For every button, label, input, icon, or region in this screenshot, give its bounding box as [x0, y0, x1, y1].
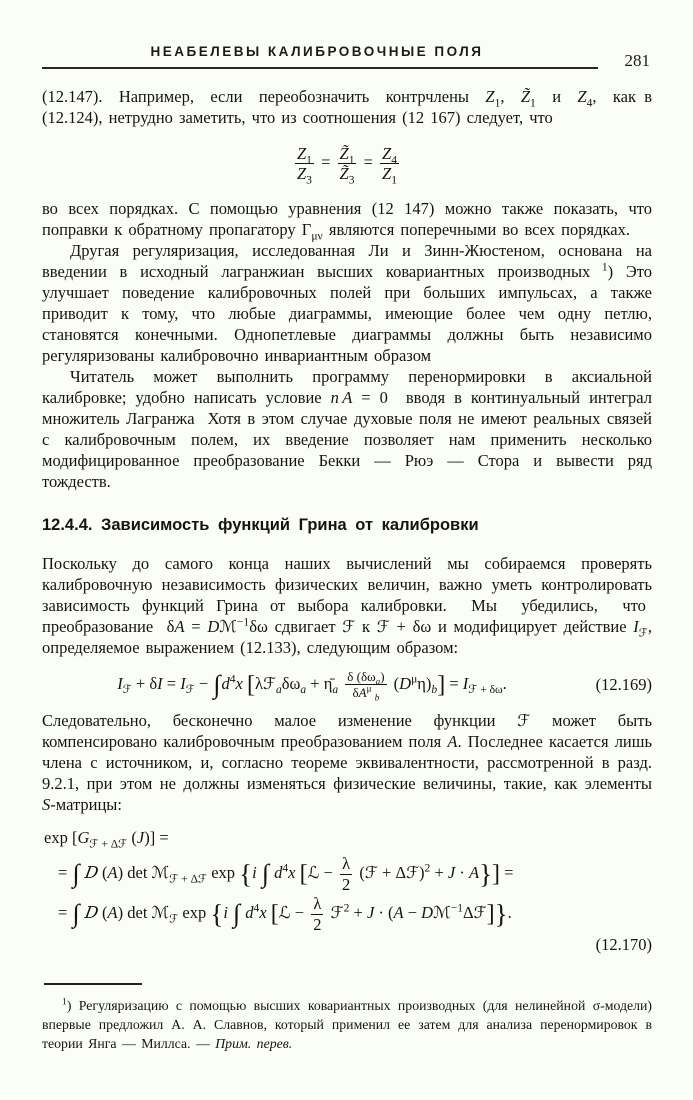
running-head [42, 42, 652, 72]
equation-12-170-number: (12.170) [595, 934, 652, 954]
paragraph-green-functions: Поскольку до самого конца наших вычислений мы собираемся проверять калибровочную независимость физических величин, важно уметь контролировать зависимость функций Грина от выбора калибровки. Мы убедились, что преобразование δA = Dℳ$^{-1}$δω сдвигает ℱ к ℱ + δω и модифицирует действие $I_ℱ$, определяемое выражением (12.133), следующим образом: [42, 553, 652, 657]
equation-12-170-line2: = ∫ D (A) det ℳ$_{ℱ + \Delta ℱ}$ exp {i ∫ $d^4x$ [ℒ − $\frac{\lambda}{2}$ (ℱ + Δℱ)$^2$ + J · A}] = [58, 854, 514, 894]
running-head-title: НЕАБЕЛЕВЫ КАЛИБРОВОЧНЫЕ ПОЛЯ [150, 44, 484, 59]
equation-12-169-number: (12.169) [595, 674, 652, 694]
equation-z-ratios: $\frac{Z_1}{Z_3}$ = $\frac{Z̃_1}{Z̃_3}$ = $\frac{Z_4}{Z_1}$ [296, 144, 398, 187]
equation-12-170-line1: $\exp [G_{ℱ + \Delta ℱ}$ (J)] = [44, 827, 169, 851]
equation-12-169-row [42, 668, 652, 703]
page-content [42, 42, 652, 1053]
paragraph-regularization: Другая регуляризация, исследованная Ли и Зинн-Жюстеном, основана на введении в исходный лагранжиан высших ковариантных производных $^1$) Это улучшает поведение калибровочных полей при больших импульсах, а также приводит к тому, что любые диаграммы, имеющие более чем одну петлю, становятся конечными. Однопетлевые диаграммы должны быть независимо регуляризованы калибровочно инвариантным образом [42, 240, 652, 365]
page-number: 281 [624, 51, 650, 70]
equation-12-170 [42, 823, 652, 957]
equation-12-170-line3: = ∫ D (A) det ℳ$_ℱ$ exp {i ∫ $d^4x$ [ℒ − $\frac{\lambda}{2}$ ℱ$^2$ + J · (A − Dℳ$^{-1}$Δℱ]}. [58, 894, 512, 934]
paragraph-axial-gauge: Читатель может выполнить программу перенормировки в аксиальной калибровке; удобно написать условие n A = 0 вводя в континуальный интеграл множитель Лагранжа Хотя в этом случае духовые поля не имеют реальных связей с калибровочным полем, их введение позволяет нам применить несколько модифицированное преобразование Бекки — Рюэ — Стора и вывести ряд тождеств. [42, 366, 652, 491]
footnote-rule [44, 983, 142, 985]
running-head-rule [42, 67, 598, 69]
equation-12-169: $I_ℱ + \delta I = I_ℱ - \int d^4x$ [$\lambda ℱ_a\delta\omega_a$ + $\etā_a$ $\frac{\delta (\delta\omega_a)}{\delta A^\mu _b}$ $(D^\mu\eta)_b] = I_{ℱ + \delta\omega}$. [117, 668, 507, 703]
footnote-text: $^1$) Регуляризацию с помощью высших ковариантных производных (для нелинейной σ-модели) впервые предложил А. А. Славнов, который применил ее затем для анализа перенормировок в теории Янга — Миллса. — Прим. перев. [42, 996, 652, 1051]
section-heading: 12.4.4. Зависимость функций Грина от калибровки [42, 515, 479, 534]
paragraph-consequently: Следовательно, бесконечно малое изменение функции ℱ может быть компенсировано калибровочным преобразованием поля A. Последнее касается лишь члена с источником, и, согласно теореме эквивалентности, рассмотренной в разд. 9.2.1, при этом не должны изменяться физические величины, такие, как элементы S-матрицы: [42, 710, 652, 814]
paragraph-counterterms: (12.147). Например, если переобозначить контрчлены $Z_1$, $Z̃_1$ и $Z_4$, как в (12.124), нетрудно заметить, что из соотношения (12 167) следует, что [42, 87, 652, 127]
footnote-block [42, 983, 652, 1053]
paragraph-all-orders: во всех порядках. С помощью уравнения (12 147) можно также показать, что поправки к обратному пропагатору $\Gamma_{\mu\nu}$ являются поперечными во всех порядках. [42, 198, 652, 242]
